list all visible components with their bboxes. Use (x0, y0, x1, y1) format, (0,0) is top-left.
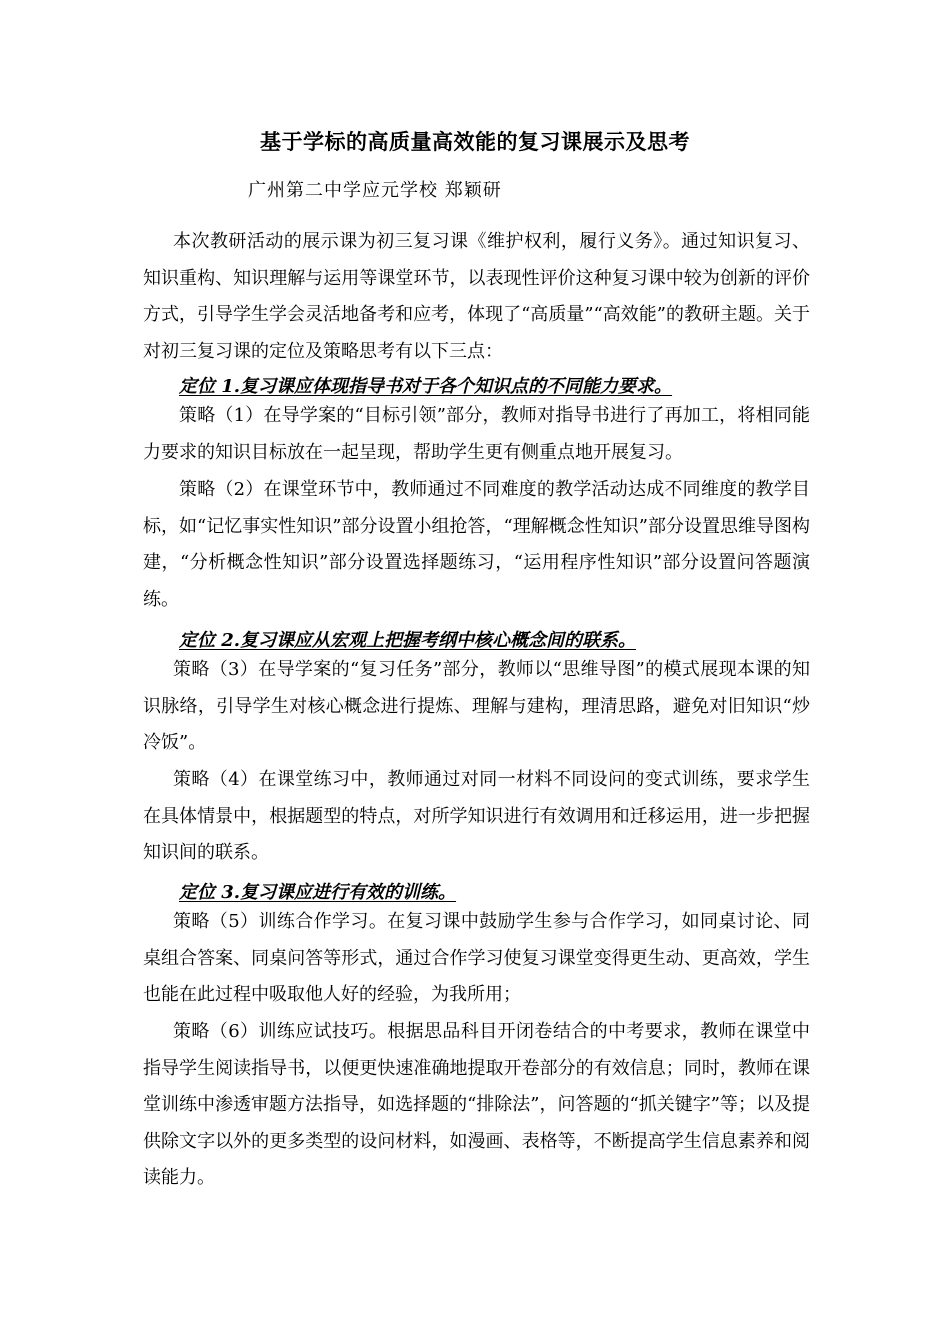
strategy-paragraph-1: 策略（1）在导学案的“目标引领”部分，教师对指导书进行了再加工，将相同能力要求的知识目标放在一起呈现，帮助学生更有侧重点地开展复习。 (143, 405, 810, 463)
author-line: 广州第二中学应元学校 郑颖研 (248, 180, 502, 201)
strategy-paragraph-2: 策略（2）在课堂环节中，教师通过不同难度的教学活动达成不同维度的教学目标，如“记忆事实性知识”部分设置小组抢答，“理解概念性知识”部分设置思维导图构建，“分析概念性知识”部分设置选择题练习，“运用程序性知识”部分设置问答题演练。 (143, 479, 810, 610)
intro-paragraph: 本次教研活动的展示课为初三复习课《维护权利，履行义务》。通过知识复习、知识重构、知识理解与运用等课堂环节，以表现性评价这种复习课中较为创新的评价方式，引导学生学会灵活地备考和应考，体现了“高质量”“高效能”的教研主题。关于对初三复习课的定位及策略思考有以下三点： (143, 231, 810, 362)
strategy-paragraph-3: 策略（3）在导学案的“复习任务”部分，教师以“思维导图”的模式展现本课的知识脉络，引导学生对核心概念进行提炼、理解与建构，理清思路，避免对旧知识“炒冷饭”。 (143, 659, 810, 754)
section-heading-3: 定位 3.复习课应进行有效的训练。 (179, 882, 457, 903)
section-heading-2: 定位 2.复习课应从宏观上把握考纲中核心概念间的联系。 (179, 630, 637, 651)
strategy-paragraph-5: 策略（5）训练合作学习。在复习课中鼓励学生参与合作学习，如同桌讨论、同桌组合答案、同桌问答等形式，通过合作学习使复习课堂变得更生动、更高效，学生也能在此过程中吸取他人好的经验，为我所用； (143, 911, 810, 1006)
section-heading-1: 定位 1.复习课应体现指导书对于各个知识点的不同能力要求。 (179, 376, 673, 397)
document-title: 基于学标的高质量高效能的复习课展示及思考 (260, 129, 690, 154)
strategy-paragraph-6: 策略（6）训练应试技巧。根据思品科目开闭卷结合的中考要求，教师在课堂中指导学生阅读指导书，以便更快速准确地提取开卷部分的有效信息；同时，教师在课堂训练中渗透审题方法指导，如选择题的“排除法”，问答题的“抓关键字”等；以及提供除文字以外的更多类型的设问材料，如漫画、表格等，不断提高学生信息素养和阅读能力。 (143, 1021, 810, 1189)
strategy-paragraph-4: 策略（4）在课堂练习中，教师通过对同一材料不同设问的变式训练，要求学生在具体情景中，根据题型的特点，对所学知识进行有效调用和迁移运用，进一步把握知识间的联系。 (143, 769, 810, 864)
